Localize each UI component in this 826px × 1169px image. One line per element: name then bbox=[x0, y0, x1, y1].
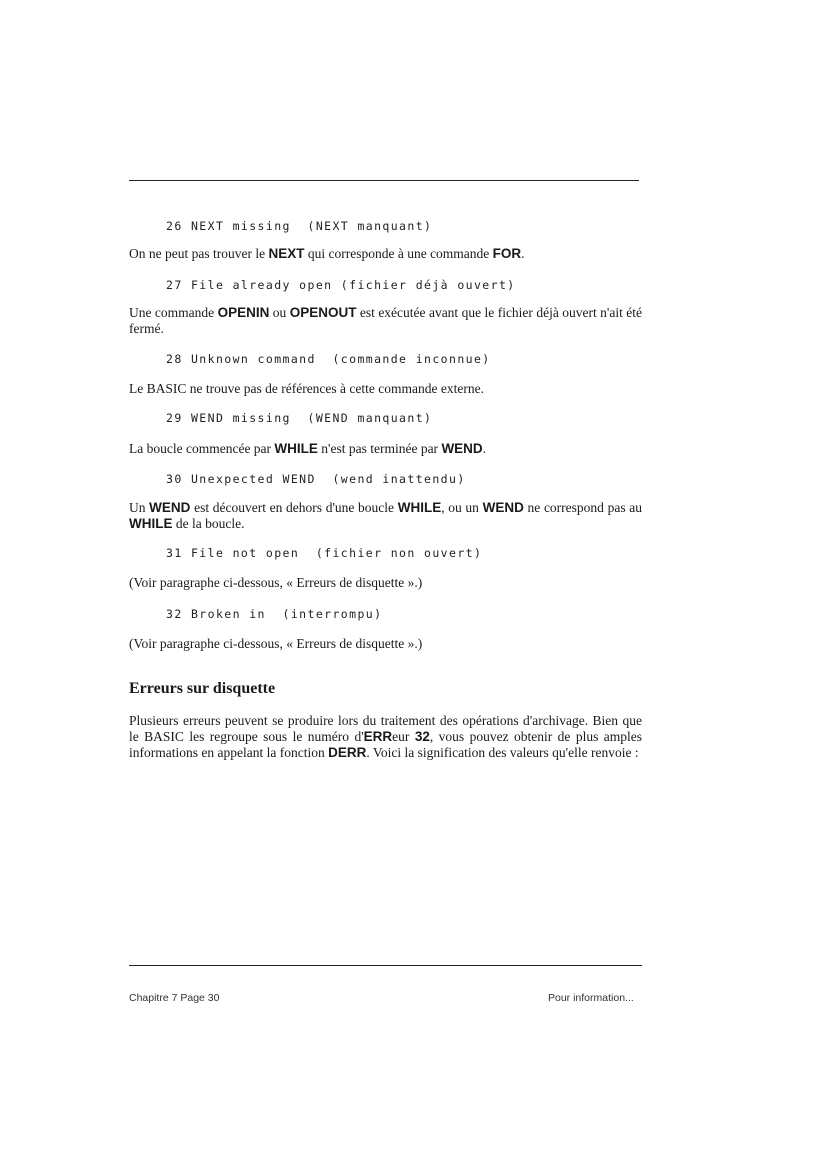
section-heading: Erreurs sur disquette bbox=[129, 680, 276, 697]
error-32-description: (Voir paragraphe ci-dessous, « Erreurs de disquette ».) bbox=[129, 636, 423, 651]
error-27-description: Une commande OPENIN ou OPENOUT est exécutée avant que le fichier déjà ouvert n'ait été fermé. bbox=[129, 305, 643, 336]
error-27-code: 27 File already open (fichier déjà ouvert) bbox=[166, 278, 516, 292]
error-28-code: 28 Unknown command (commande inconnue) bbox=[166, 352, 491, 366]
error-28-description: Le BASIC ne trouve pas de références à cette commande externe. bbox=[129, 381, 484, 396]
error-31-description: (Voir paragraphe ci-dessous, « Erreurs de disquette ».) bbox=[129, 575, 423, 590]
error-30-code: 30 Unexpected WEND (wend inattendu) bbox=[166, 472, 466, 486]
error-26-description: On ne peut pas trouver le NEXT qui corresponde à une commande FOR. bbox=[129, 246, 525, 261]
footer-note: Pour information... bbox=[548, 992, 634, 1004]
error-29-code: 29 WEND missing (WEND manquant) bbox=[166, 411, 433, 425]
footer-chapter-page: Chapitre 7 Page 30 bbox=[129, 992, 220, 1004]
error-26-code: 26 NEXT missing (NEXT manquant) bbox=[166, 219, 433, 233]
error-32-code: 32 Broken in (interrompu) bbox=[166, 607, 383, 621]
bottom-rule bbox=[129, 965, 642, 966]
error-29-description: La boucle commencée par WHILE n'est pas terminée par WEND. bbox=[129, 441, 487, 456]
error-30-description: Un WEND est découvert en dehors d'une boucle WHILE, ou un WEND ne correspond pas au WHILE de la boucle. bbox=[129, 500, 642, 531]
section-paragraph: Plusieurs erreurs peuvent se produire lors du traitement des opérations d'archivage. Bien que le BASIC les regroupe sous le numéro d'ERReur 32, vous pouvez obtenir de plus amples informations en appelant la fonction DERR. Voici la signification des valeurs qu'elle renvoie : bbox=[129, 713, 642, 760]
error-31-code: 31 File not open (fichier non ouvert) bbox=[166, 546, 483, 560]
top-rule bbox=[129, 180, 639, 181]
